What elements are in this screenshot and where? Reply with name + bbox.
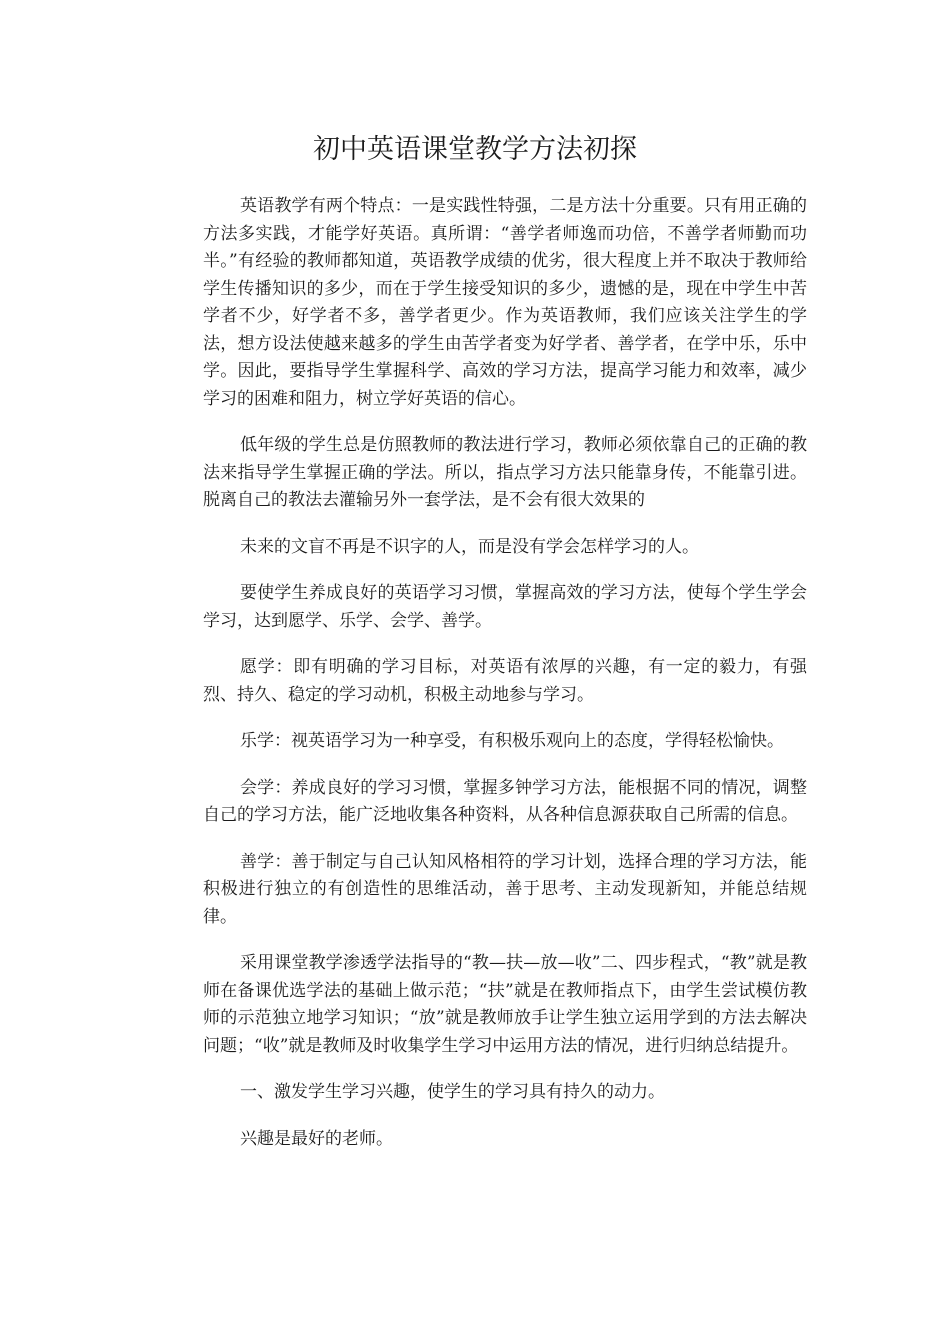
paragraph-learning-habits: 要使学生养成良好的英语学习习惯，掌握高效的学习方法，使每个学生学会学习，达到愿学、乐学、会学、善学。 [203,583,807,631]
section-heading-interest: 一、激发学生学习兴趣，使学生的学习具有持久的动力。 [240,1082,665,1102]
paragraph-teaching-method: 低年级的学生总是仿照教师的教法进行学习，教师必须依靠自己的正确的教法来指导学生掌握正确的学法。所以，指点学习方法只能靠身传，不能靠引进。脱离自己的教法去灌输另外一套学法，是不会有很大效果的 [203,435,807,510]
paragraph-interest-teacher: 兴趣是最好的老师。 [240,1128,393,1149]
paragraph-happy-to-learn: 乐学：视英语学习为一种享受，有积极乐观向上的态度，学得轻松愉快。 [240,731,784,751]
paragraph-intro: 英语教学有两个特点：一是实践性特强，二是方法十分重要。只有用正确的方法多实践，才能学好英语。真所谓：“善学者师逸而功倍，不善学者师勤而功半。”有经验的教师都知道，英语教学成绩的优劣，很大程度上并不取决于教师给学生传播知识的多少，而在于学生接受知识的多少，遗憾的是，现在中学生中苦学者不少，好学者不多，善学者更少。作为英语教师，我们应该关注学生的学法，想方设法使越来越多的学生由苦学者变为好学者、善学者，在学中乐，乐中学。因此，要指导学生掌握科学、高效的学习方法，提高学习能力和效率，减少学习的困难和阻力，树立学好英语的信心。 [203,196,807,409]
paragraph-future-illiterate: 未来的文盲不再是不识字的人，而是没有学会怎样学习的人。 [240,536,699,557]
paragraph-good-at-learning: 善学：善于制定与自己认知风格相符的学习计划，选择合理的学习方法，能积极进行独立的有创造性的思维活动，善于思考、主动发现新知，并能总结规律。 [203,851,807,927]
paragraph-four-step-method: 采用课堂教学渗透学法指导的“教—扶—放—收”二、四步程式，“教”就是教师在备课优选学法的基础上做示范；“扶”就是在教师指点下，由学生尝试模仿教师的示范独立地学习知识；“放”就是教师放手让学生独立运用学到的方法去解决问题；“收”就是教师及时收集学生学习中运用方法的情况，进行归纳总结提升。 [203,953,807,1056]
document-body [203,193,807,1172]
paragraph-able-to-learn: 会学：养成良好的学习习惯，掌握多钟学习方法，能根据不同的情况，调整自己的学习方法，能广泛地收集各种资料，从各种信息源获取自己所需的信息。 [203,777,807,825]
paragraph-willing-to-learn: 愿学：即有明确的学习目标，对英语有浓厚的兴趣，有一定的毅力，有强烈、持久、稳定的学习动机，积极主动地参与学习。 [203,657,807,705]
document-title: 初中英语课堂教学方法初探 [313,134,637,165]
